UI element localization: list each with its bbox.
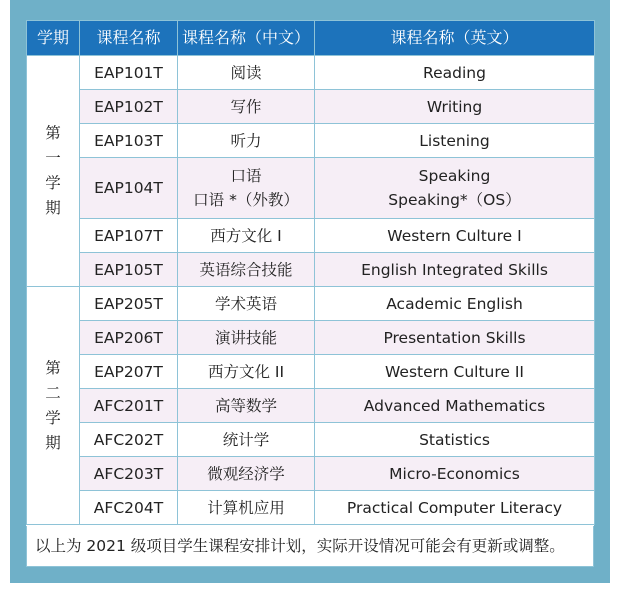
course-code-cell: AFC203T bbox=[80, 457, 178, 491]
course-name-cn-cell bbox=[178, 56, 315, 90]
header-course-name-en: 课程名称（英文） bbox=[315, 21, 595, 56]
course-name-en-cell bbox=[315, 491, 595, 525]
course-name-en-cell bbox=[315, 321, 595, 355]
course-name-en: Advanced Mathematics bbox=[363, 396, 546, 415]
table-row bbox=[27, 457, 595, 491]
course-name-en-cell bbox=[315, 124, 595, 158]
course-name-cn-cell bbox=[178, 321, 315, 355]
table-row bbox=[27, 355, 595, 389]
course-name-cn: 口语 *（外教） bbox=[193, 191, 299, 209]
course-name-en-cell bbox=[315, 423, 595, 457]
header-course-name-cn: 课程名称（中文） bbox=[178, 21, 315, 56]
course-name-en: Micro-Economics bbox=[389, 464, 520, 483]
course-name-en: Listening bbox=[419, 131, 490, 150]
course-name-cn-cell bbox=[178, 158, 315, 219]
course-code-cell: EAP103T bbox=[80, 124, 178, 158]
course-code-cell: EAP107T bbox=[80, 219, 178, 253]
course-name-en: Writing bbox=[426, 97, 483, 116]
course-name-cn-cell bbox=[178, 90, 315, 124]
table-row bbox=[27, 219, 595, 253]
course-name-en-cell bbox=[315, 389, 595, 423]
course-name-en-cell bbox=[315, 219, 595, 253]
course-code-cell: EAP207T bbox=[80, 355, 178, 389]
semester2-label bbox=[27, 287, 80, 525]
course-name-en-cell bbox=[315, 287, 595, 321]
footnote: 以上为 2021 级项目学生课程安排计划，实际开设情况可能会有更新或调整。 bbox=[26, 526, 594, 567]
course-name-cn: 英语综合技能 bbox=[199, 260, 293, 279]
semester1-label bbox=[27, 56, 80, 287]
course-schedule-table bbox=[26, 20, 595, 525]
course-code-cell: EAP206T bbox=[80, 321, 178, 355]
course-name-cn-cell bbox=[178, 457, 315, 491]
table-row bbox=[27, 158, 595, 219]
table-row bbox=[27, 90, 595, 124]
course-code-cell: AFC204T bbox=[80, 491, 178, 525]
table-row bbox=[27, 124, 595, 158]
course-name-cn: 演讲技能 bbox=[214, 328, 277, 347]
course-name-en: English Integrated Skills bbox=[361, 260, 548, 279]
semester-label-char: 第 bbox=[45, 124, 61, 142]
course-name-en: Practical Computer Literacy bbox=[346, 498, 563, 517]
table-row bbox=[27, 56, 595, 90]
table-row bbox=[27, 389, 595, 423]
semester-label-char: 学 bbox=[45, 408, 61, 427]
course-name-en-cell bbox=[315, 56, 595, 90]
course-name-cn-cell bbox=[178, 389, 315, 423]
table-row bbox=[27, 491, 595, 525]
course-code-cell: EAP104T bbox=[80, 158, 178, 219]
header-semester: 学期 bbox=[27, 21, 80, 56]
course-name-cn-cell bbox=[178, 124, 315, 158]
course-name-en: Academic English bbox=[386, 294, 523, 313]
semester-label-char: 期 bbox=[45, 433, 61, 452]
course-name-en-cell bbox=[315, 457, 595, 491]
semester-label-char: 期 bbox=[45, 199, 61, 217]
course-name-cn-cell bbox=[178, 287, 315, 321]
course-name-cn: 计算机应用 bbox=[207, 498, 285, 517]
table-panel bbox=[26, 20, 594, 567]
header-row bbox=[27, 21, 595, 56]
table-frame bbox=[10, 0, 610, 583]
course-name-cn-cell bbox=[178, 423, 315, 457]
course-name-cn: 高等数学 bbox=[214, 396, 277, 415]
course-name-cn-cell bbox=[178, 253, 315, 287]
course-name-en: Presentation Skills bbox=[383, 328, 526, 347]
semester-label-char: 学 bbox=[45, 174, 61, 192]
course-code-cell: EAP101T bbox=[80, 56, 178, 90]
course-name-en: Western Culture II bbox=[385, 362, 524, 381]
course-name-en-cell bbox=[315, 90, 595, 124]
course-name-en: Speaking bbox=[418, 167, 491, 185]
table-row bbox=[27, 287, 595, 321]
course-name-en-cell bbox=[315, 253, 595, 287]
course-name-cn: 口语 bbox=[230, 167, 262, 185]
course-name-cn-cell bbox=[178, 491, 315, 525]
table-row bbox=[27, 253, 595, 287]
table-row bbox=[27, 321, 595, 355]
course-name-en: Statistics bbox=[419, 430, 490, 449]
course-name-cn: 西方文化 II bbox=[207, 362, 285, 381]
course-code-cell: EAP105T bbox=[80, 253, 178, 287]
course-code-cell: AFC202T bbox=[80, 423, 178, 457]
course-name-cn-cell bbox=[178, 355, 315, 389]
course-code-cell: AFC201T bbox=[80, 389, 178, 423]
header-course-code: 课程名称 bbox=[80, 21, 178, 56]
course-name-cn-cell bbox=[178, 219, 315, 253]
course-name-cn: 写作 bbox=[230, 97, 262, 116]
course-code-cell: EAP102T bbox=[80, 90, 178, 124]
course-name-cn: 听力 bbox=[230, 131, 262, 150]
course-name-en: Western Culture I bbox=[387, 226, 522, 245]
course-name-cn: 西方文化 I bbox=[210, 226, 282, 245]
course-name-cn: 统计学 bbox=[222, 430, 270, 449]
table-row bbox=[27, 423, 595, 457]
course-name-cn: 阅读 bbox=[230, 63, 262, 82]
course-name-en: Reading bbox=[423, 63, 486, 82]
semester-label-char: 一 bbox=[45, 149, 61, 167]
course-name-en-cell bbox=[315, 158, 595, 219]
course-name-en-cell bbox=[315, 355, 595, 389]
course-code-cell: EAP205T bbox=[80, 287, 178, 321]
semester-label-char: 二 bbox=[45, 383, 61, 402]
course-name-cn: 学术英语 bbox=[214, 294, 277, 313]
semester-label-char: 第 bbox=[45, 358, 61, 377]
course-name-cn: 微观经济学 bbox=[207, 464, 285, 483]
course-name-en: Speaking*（OS） bbox=[388, 191, 521, 209]
